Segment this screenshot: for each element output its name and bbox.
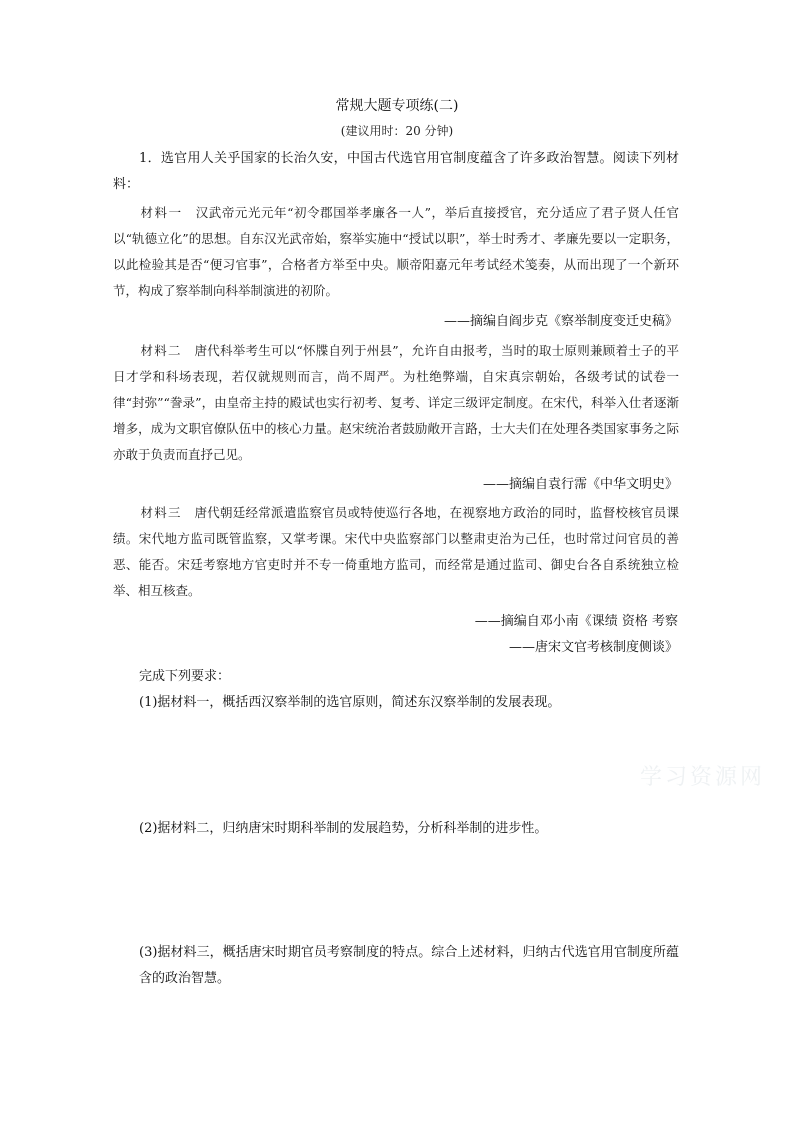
material-three-text: 唐代朝廷经常派遣监察官员或特使巡行各地，在视察地方政治的同时，监督校核官员课绩。宋代地方监司既管监察，又掌考课。宋代中央监察部门以整肃吏治为己任，也时常过问官员的善恶、能否。宋廷考察地方官吏时并不专一倚重地方监司，而经常是通过监司、御史台各自系统独立检举、相互核查。 [113,505,679,598]
sub-question-3: (3)据材料三，概括唐宋时期官员考察制度的特点。综合上述材料，归纳古代选官用官制度所蕴含的政治智慧。 [139,945,679,986]
page-title: 常规大题专项练(二) [335,98,459,114]
material-one-label: 材料一 [140,205,183,220]
material-two-source: ——摘编自袁行霈《中华文明史》 [482,477,678,492]
material-three-source-line1: ——摘编自邓小南《课绩 资格 考察 [474,614,678,629]
material-one [113,200,679,304]
material-three-label: 材料三 [140,505,182,520]
question-intro: 1．选官用人关乎国家的长治久安，中国古代选官用官制度蕴含了许多政治智慧。阅读下列材料： [113,151,679,192]
material-two [113,338,679,468]
material-two-text: 唐代科举考生可以“怀牒自列于州县”，允许自由报考，当时的取士原则兼顾着士子的平日才学和科场表现，若仅就规则而言，尚不周严。为杜绝弊端，自宋真宗朝始，各级考试的试卷一律“封弥”“誊录”，由皇帝主持的殿试也实行初考、复考、详定三级评定制度。在宋代，科举入仕者逐渐增多，成为文职官僚队伍中的核心力量。赵宋统治者鼓励敞开言路，士大夫们在处理各类国家事务之际亦敢于负责而直抒己见。 [113,343,679,462]
material-three-source-line2: ——唐宋文官考核制度侧谈》 [508,640,678,655]
material-three [113,500,679,604]
watermark: 学习资源网 [640,765,766,790]
sub-question-1: (1)据材料一，概括西汉察举制的选官原则，简述东汉察举制的发展表现。 [139,695,561,710]
task-instruction: 完成下列要求： [139,669,231,684]
material-one-text: 汉武帝元光元年“初令郡国举孝廉各一人”，举后直接授官，充分适应了君子贤人任官以“轨德立化”的思想。自东汉光武帝始，察举实施中“授试以职”，举士时秀才、孝廉先要以一定职务，以此检验其是否“便习官事”，合格者方举至中央。顺帝阳嘉元年考试经术笺奏，从而出现了一个新环节，构成了察举制向科举制演进的初阶。 [113,205,679,298]
material-one-source: ——摘编自阎步克《察举制度变迁史稿》 [443,314,678,329]
material-two-label: 材料二 [140,343,182,358]
sub-question-2: (2)据材料二，归纳唐宋时期科举制的发展趋势，分析科举制的进步性。 [139,821,548,836]
time-suggestion: (建议用时：20 分钟) [340,124,454,138]
